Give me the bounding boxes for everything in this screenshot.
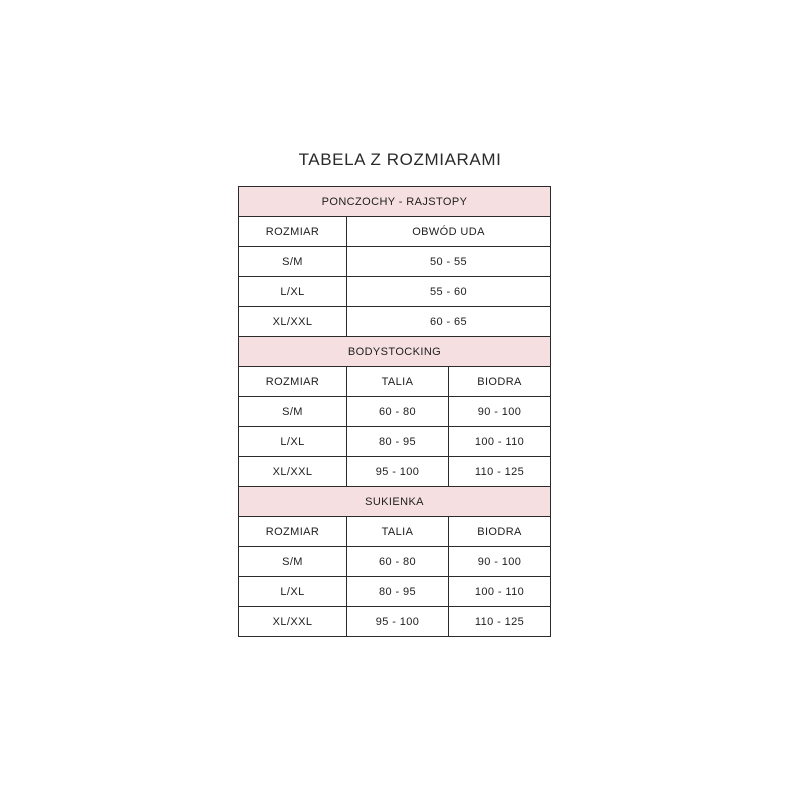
cell-size: S/M	[239, 397, 347, 427]
cell-size: XL/XXL	[239, 307, 347, 337]
cell-size: XL/XXL	[239, 457, 347, 487]
column-header-row	[239, 217, 551, 247]
cell-waist: 60 - 80	[347, 547, 449, 577]
cell-hips: 90 - 100	[449, 547, 551, 577]
column-header-waist-3: TALIA	[347, 517, 449, 547]
column-header-size-1: ROZMIAR	[239, 217, 347, 247]
table-row	[239, 397, 551, 427]
column-header-waist-2: TALIA	[347, 367, 449, 397]
table-row	[239, 577, 551, 607]
column-header-hips-2: BIODRA	[449, 367, 551, 397]
column-header-thigh-1: OBWÓD UDA	[347, 217, 551, 247]
cell-thigh: 55 - 60	[347, 277, 551, 307]
table-row	[239, 457, 551, 487]
cell-waist: 95 - 100	[347, 457, 449, 487]
cell-thigh: 60 - 65	[347, 307, 551, 337]
cell-waist: 95 - 100	[347, 607, 449, 637]
cell-hips: 100 - 110	[449, 577, 551, 607]
size-table	[238, 186, 551, 637]
column-header-hips-3: BIODRA	[449, 517, 551, 547]
cell-size: S/M	[239, 547, 347, 577]
table-row	[239, 307, 551, 337]
column-header-size-3: ROZMIAR	[239, 517, 347, 547]
section-header-row	[239, 187, 551, 217]
cell-hips: 110 - 125	[449, 607, 551, 637]
table-row	[239, 247, 551, 277]
column-header-row	[239, 367, 551, 397]
page-title: TABELA Z ROZMIARAMI	[298, 150, 502, 169]
cell-thigh: 50 - 55	[347, 247, 551, 277]
cell-size: S/M	[239, 247, 347, 277]
section-title-dress: SUKIENKA	[239, 487, 551, 517]
cell-size: L/XL	[239, 577, 347, 607]
cell-waist: 80 - 95	[347, 427, 449, 457]
table-row	[239, 607, 551, 637]
cell-hips: 100 - 110	[449, 427, 551, 457]
section-title-bodystocking: BODYSTOCKING	[239, 337, 551, 367]
section-header-row	[239, 487, 551, 517]
column-header-row	[239, 517, 551, 547]
table-row	[239, 277, 551, 307]
cell-size: L/XL	[239, 427, 347, 457]
section-header-row	[239, 337, 551, 367]
cell-waist: 80 - 95	[347, 577, 449, 607]
cell-size: XL/XXL	[239, 607, 347, 637]
column-header-size-2: ROZMIAR	[239, 367, 347, 397]
cell-hips: 90 - 100	[449, 397, 551, 427]
size-table-container	[238, 186, 550, 637]
table-row	[239, 427, 551, 457]
section-title-stockings: PONCZOCHY - RAJSTOPY	[239, 187, 551, 217]
cell-waist: 60 - 80	[347, 397, 449, 427]
cell-hips: 110 - 125	[449, 457, 551, 487]
cell-size: L/XL	[239, 277, 347, 307]
table-row	[239, 547, 551, 577]
